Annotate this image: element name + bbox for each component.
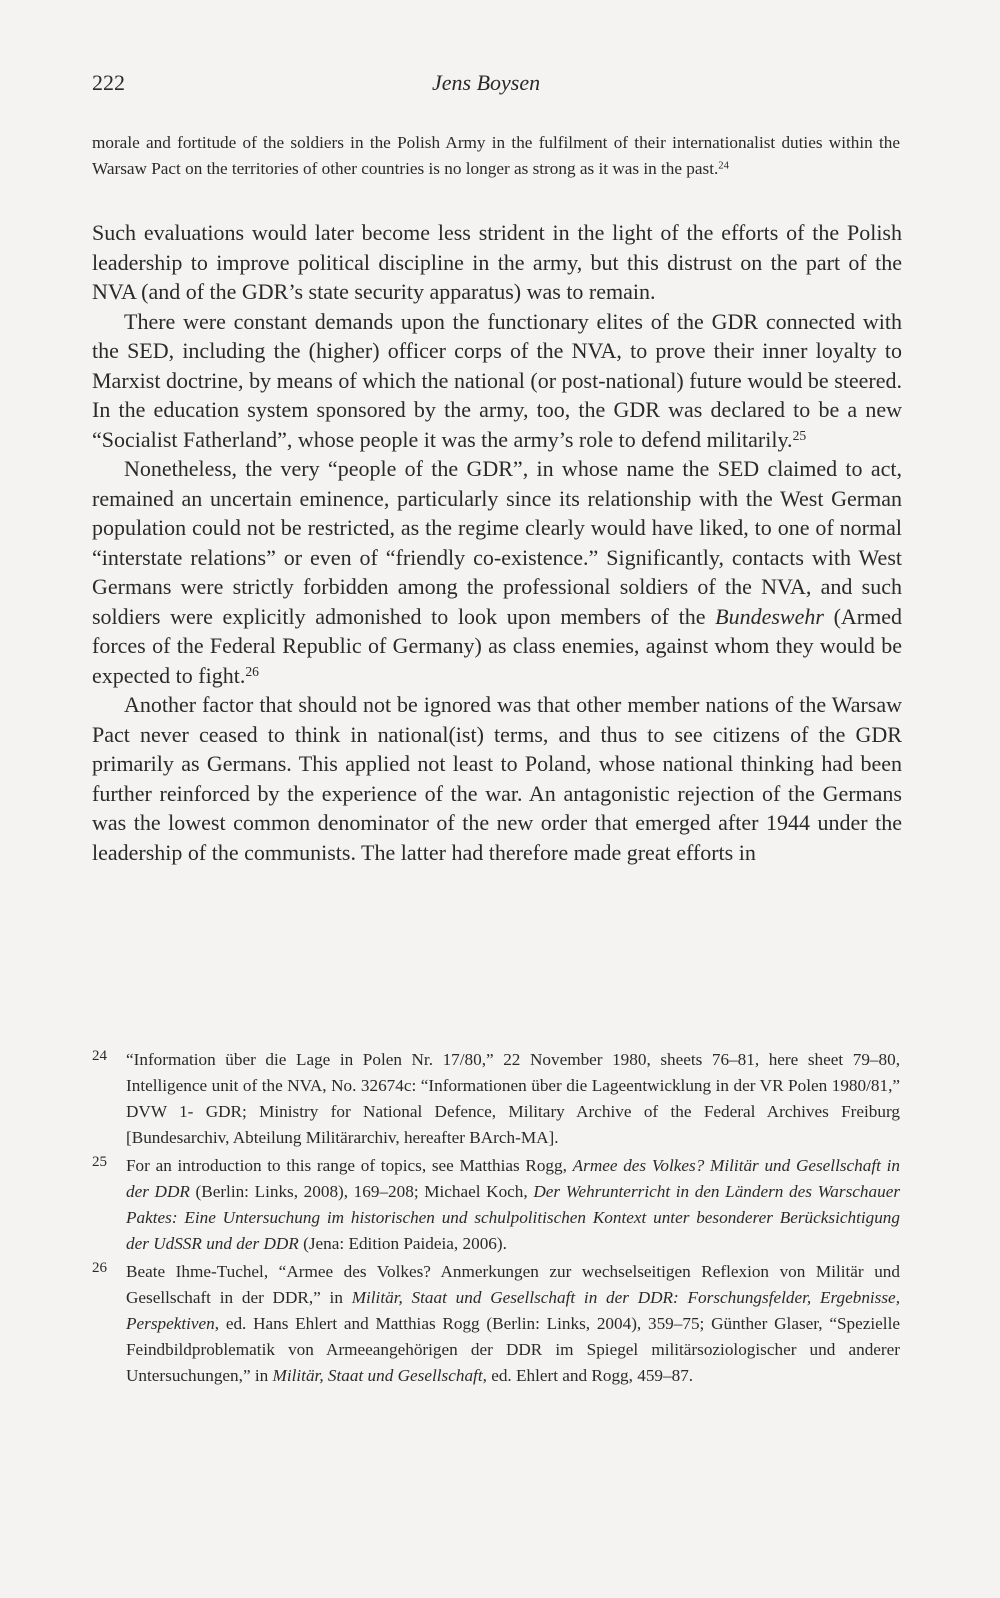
paragraph-2-text: There were constant demands upon the functionary elites of the GDR connected with the SED, including the (higher) officer corps of the NVA, to prove their inner loyalty to Marxist doctrine, by means of which the national (or post-national) future would be steered. In the education system sponsored by the army, too, the GDR was declared to be a new “Socialist Fatherland”, whose people it was the army’s role to defend militarily. (92, 308, 902, 452)
paragraph-3 (92, 454, 902, 690)
paragraph-3-italic: Bundeswehr (715, 603, 824, 629)
footnote-text: Beate Ihme-Tuchel, “Armee des Volkes? Anmerkungen zur wechselseitigen Reflexion von Militär und Gesellschaft in der DDR,” in (126, 1262, 900, 1307)
footnote-title: Armee des Volkes? Militär und Gesellschaft in der DDR (126, 1156, 900, 1201)
paragraph-4 (92, 690, 902, 867)
paragraph-4-text: Another factor that should not be ignored was that other member nations of the Warsaw Pact never ceased to think in national(ist) terms, and thus to see citizens of the GDR primarily as Germans. This applied not least to Poland, whose national thinking had been further reinforced by the experience of the war. An antagonistic rejection of the Germans was the lowest common denominator of the new order that emerged after 1944 under the leadership of the communists. The latter had therefore made great efforts in (92, 692, 902, 865)
page-header (92, 70, 902, 100)
footnote-text: , ed. Hans Ehlert and Matthias Rogg (Berlin: Links, 2004), 359–75; Günther Glaser, “Spezielle Feindbildproblematik von Armeeangehörigen der DDR im Spiegel militärsoziologischer und anderer Untersuchungen,” in (126, 1314, 900, 1385)
footnote-number: 24 (92, 1048, 107, 1064)
page-number: 222 (92, 70, 125, 95)
footnote-title: Der Wehrunterricht in den Ländern des Warschauer Paktes: Eine Untersuchung im historischen und schulpolitischen Kontext unter besonderer Berücksichtigung der UdSSR und der DDR (126, 1182, 901, 1253)
running-head: Jens Boysen (432, 70, 541, 95)
footnote-ref-26[interactable]: 26 (245, 663, 259, 679)
footnote-text: “Information über die Lage in Polen Nr. 17/80,” 22 November 1980, sheets 76–81, here sheet 79–80, Intelligence unit of the NVA, No. 32674c: “Informationen über die Lageentwicklung in der VR Polen 1980/81,” DVW 1- GDR; Ministry for National Defence, Military Archive of the Federal Archives Freiburg [Bundesarchiv, Abteilung Militärarchiv, hereafter BArch-MA]. (126, 1050, 900, 1147)
footnote-ref-25[interactable]: 25 (792, 427, 807, 443)
block-quote (92, 130, 900, 182)
footnote-24 (92, 1047, 900, 1151)
paragraph-3-text-b: (Armed forces of the Federal Republic of Germany) as class enemies, against whom they would be expected to fight. (92, 603, 902, 688)
footnote-text: (Berlin: Links, 2008), 169–208; Michael Koch, (189, 1182, 534, 1201)
footnote-number: 26 (92, 1260, 107, 1276)
footnote-text: , ed. Ehlert and Rogg, 459–87. (482, 1366, 694, 1385)
footnote-ref-24[interactable]: 24 (718, 160, 729, 172)
paragraph-1-text: Such evaluations would later become less strident in the light of the efforts of the Polish leadership to improve political discipline in the army, but this distrust on the part of the NVA (and of the GDR’s state security apparatus) was to remain. (92, 220, 902, 304)
footnote-25 (92, 1153, 900, 1257)
paragraph-3-text-a: Nonetheless, the very “people of the GDR”, in whose name the SED claimed to act, remained an uncertain eminence, particularly since its relationship with the West German population could not be restricted, as the regime clearly would have liked, to one of normal “interstate relations” or even of “friendly co-existence.” Significantly, contacts with West Germans were strictly forbidden among the professional soldiers of the NVA, and such soldiers were explicitly admonished to look upon members of the (92, 456, 902, 629)
quote-text: morale and fortitude of the soldiers in the Polish Army in the fulfilment of their internationalist duties within the Warsaw Pact on the territories of other countries is no longer as strong as it was in the past. (92, 133, 900, 178)
main-text (92, 218, 902, 867)
paragraph-1 (92, 218, 902, 307)
footnote-text: For an introduction to this range of topics, see Matthias Rogg, (126, 1156, 573, 1175)
footnote-text: (Jena: Edition Paideia, 2006). (298, 1234, 507, 1253)
footnote-title: Militär, Staat und Gesellschaft (272, 1366, 483, 1385)
footnotes (92, 1047, 900, 1391)
footnote-number: 25 (92, 1154, 107, 1170)
paragraph-2 (92, 307, 902, 455)
footnote-26 (92, 1259, 900, 1389)
footnote-title: Militär, Staat und Gesellschaft in der DDR: Forschungsfelder, Ergebnisse, Perspektiven (126, 1288, 900, 1333)
